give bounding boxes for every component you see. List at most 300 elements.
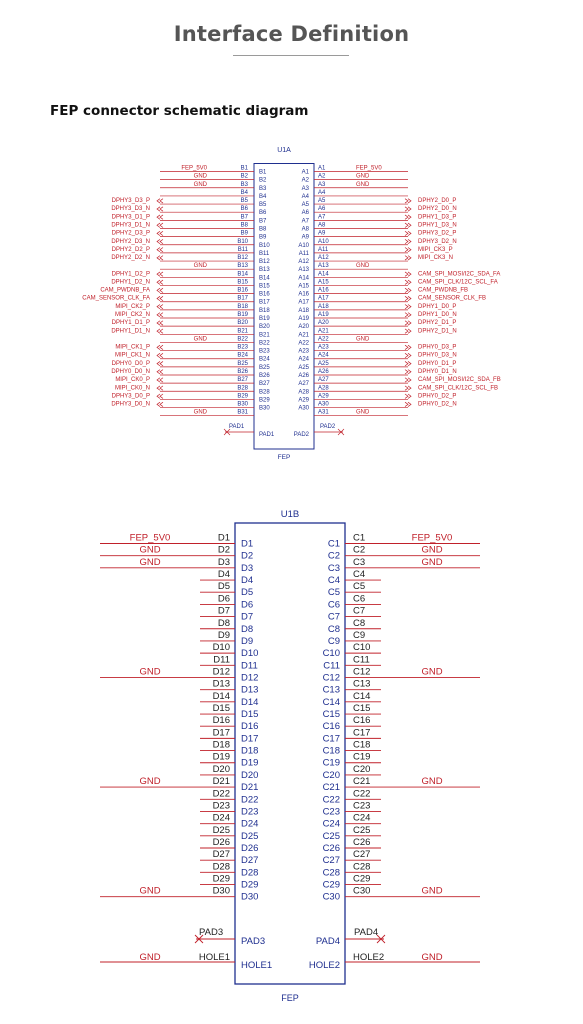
u1b-left-pin-number: D7 — [217, 605, 230, 617]
u1b-inner-left-pin-name: D27 — [241, 855, 259, 867]
u1a-right-pin-number: A7 — [318, 214, 326, 221]
u1a-left-pin-number: B19 — [237, 312, 248, 319]
u1a-inner-left-pin-name: B19 — [259, 316, 270, 323]
u1b-right-pin-number: C23 — [353, 800, 371, 812]
u1a-right-net-label: DPHY0_D2_P — [418, 393, 457, 400]
u1b-left-pin-number: D27 — [212, 849, 230, 861]
u1a-right-port-arrow-icon — [405, 223, 411, 227]
u1a-left-net-label: DPHY1_D2_P — [111, 271, 150, 278]
u1a-left-port-arrow-icon — [157, 386, 163, 390]
u1a-left-net-label: CAM_PWDNB_FA — [100, 287, 150, 294]
u1a-left-pin-number: B26 — [237, 369, 248, 375]
u1a-left-pin-number: B7 — [240, 214, 248, 221]
u1a-right-port-arrow-icon — [405, 207, 411, 211]
u1a-right-net-label: GND — [356, 263, 370, 270]
u1a-right-pin-number: A21 — [318, 328, 329, 335]
u1a-right-port-arrow-icon — [405, 370, 411, 374]
u1a-pad1-name: PAD1 — [259, 432, 275, 438]
u1b-inner-left-pin-name: D19 — [241, 757, 259, 769]
u1a-inner-left-pin-name: B18 — [259, 307, 270, 314]
u1b-right-pin-number: C25 — [353, 824, 371, 836]
u1b-left-pin-number: D5 — [217, 581, 230, 593]
u1a-left-pin-number: B1 — [240, 165, 248, 172]
u1b-right-net-label: GND — [421, 544, 443, 556]
u1b-hole2-name: HOLE2 — [308, 960, 340, 971]
u1b-inner-right-pin-name: C29 — [322, 879, 340, 891]
u1a-inner-left-pin-name: B27 — [259, 381, 270, 388]
u1b-right-pin-number: C19 — [353, 751, 371, 763]
u1b-right-pin-number: C18 — [353, 739, 371, 751]
u1a-right-net-label: CAM_PWDNB_FB — [418, 287, 469, 294]
u1b-inner-left-pin-name: D1 — [241, 538, 254, 550]
u1b-inner-left-pin-name: D15 — [241, 709, 259, 721]
u1a-left-net-label: DPHY2_D3_P — [111, 230, 150, 237]
u1a-left-pin-number: B6 — [240, 206, 248, 213]
u1a-right-pin-number: A26 — [318, 369, 329, 375]
u1b-left-pin-number: D8 — [217, 617, 230, 629]
u1b-left-pin-number: D11 — [213, 654, 230, 666]
u1a-left-port-arrow-icon — [157, 402, 163, 406]
u1b-hole1-net-label: GND — [139, 952, 161, 963]
u1b-inner-left-pin-name: D11 — [241, 660, 258, 672]
u1b-right-pin-number: C7 — [353, 605, 366, 617]
u1b-right-pin-number: C29 — [353, 873, 371, 885]
u1b-inner-right-pin-name: C8 — [327, 623, 340, 635]
u1b-inner-right-pin-name: C14 — [322, 696, 340, 708]
u1a-inner-right-pin-name: A25 — [298, 364, 309, 371]
u1a-left-pin-number: B4 — [240, 189, 248, 196]
u1b-inner-right-pin-name: C24 — [322, 818, 340, 830]
u1a-inner-left-pin-name: B13 — [259, 267, 270, 274]
u1a-left-pin-number: B2 — [240, 173, 248, 180]
u1a-inner-left-pin-name: B14 — [259, 275, 270, 282]
u1b-right-net-label: GND — [421, 776, 443, 788]
u1a-right-port-arrow-icon — [405, 402, 411, 406]
u1a-left-port-arrow-icon — [157, 215, 163, 219]
u1b-left-net-label: FEP_5V0 — [129, 532, 171, 544]
u1a-inner-left-pin-name: B11 — [259, 250, 270, 257]
u1a-left-net-label: DPHY3_D0_N — [111, 401, 150, 408]
u1b-right-pin-number: C3 — [353, 556, 366, 568]
u1a-right-net-label: DPHY2_D1_N — [418, 328, 457, 335]
u1a-right-pin-number: A3 — [318, 181, 326, 188]
u1b-right-pin-number: C12 — [353, 666, 371, 678]
u1b-inner-right-pin-name: C27 — [322, 855, 340, 867]
u1a-left-net-label: DPHY3_D3_P — [111, 198, 150, 205]
u1b-inner-right-pin-name: C1 — [327, 538, 340, 550]
u1a-right-net-label: DPHY0_D3_P — [418, 344, 457, 351]
u1b-inner-right-pin-name: C30 — [322, 891, 340, 903]
u1a-left-port-arrow-icon — [157, 280, 163, 284]
u1b-right-pin-number: C2 — [353, 544, 366, 556]
u1a-inner-right-pin-name: A27 — [298, 381, 309, 388]
u1a-right-port-arrow-icon — [405, 248, 411, 252]
u1a-right-pin-number: A24 — [318, 352, 329, 359]
u1b-hole1-name: HOLE1 — [241, 960, 273, 971]
u1b-inner-left-pin-name: D7 — [241, 611, 254, 623]
u1a-inner-left-pin-name: B26 — [259, 373, 270, 379]
u1a-left-port-arrow-icon — [157, 329, 163, 333]
u1a-right-port-arrow-icon — [405, 239, 411, 243]
u1a-right-net-label: CAM_SPI_CLK/12C_SCL_FA — [418, 279, 498, 286]
u1a-inner-left-pin-name: B4 — [259, 193, 267, 200]
u1a-right-net-label: DPHY1_D3_N — [418, 222, 457, 229]
u1a-left-pin-number: B3 — [240, 181, 248, 188]
u1b-hole1-pin: HOLE1 — [198, 952, 230, 963]
u1b-inner-right-pin-name: C15 — [322, 709, 340, 721]
u1a-right-pin-number: A14 — [318, 271, 329, 278]
u1b-pad4-pin: PAD4 — [354, 927, 379, 938]
u1b-inner-left-pin-name: D3 — [241, 562, 254, 574]
u1a-left-pin-number: B31 — [237, 409, 248, 416]
u1b-right-pin-number: C21 — [353, 776, 371, 788]
u1b-inner-left-pin-name: D26 — [241, 843, 259, 854]
u1a-right-port-arrow-icon — [405, 361, 411, 365]
u1a-left-port-arrow-icon — [157, 256, 163, 260]
u1a-right-port-arrow-icon — [405, 215, 411, 219]
u1b-inner-right-pin-name: C11 — [323, 660, 340, 672]
u1a-inner-right-pin-name: A7 — [301, 218, 309, 225]
u1a-inner-right-pin-name: A23 — [298, 348, 309, 355]
u1a-inner-left-pin-name: B20 — [259, 324, 270, 331]
u1b-right-pin-number: C16 — [353, 715, 371, 727]
u1b-inner-left-pin-name: D12 — [241, 672, 259, 684]
u1a-left-net-label: DPHY2_D3_N — [111, 238, 150, 245]
u1a-inner-left-pin-name: B24 — [259, 356, 270, 363]
u1b-inner-left-pin-name: D23 — [241, 806, 259, 818]
u1b-left-net-label: GND — [139, 776, 161, 788]
u1a-right-pin-number: A31 — [318, 409, 329, 416]
u1a-inner-left-pin-name: B25 — [259, 364, 270, 371]
u1b-right-pin-number: C22 — [353, 788, 371, 800]
u1a-left-pin-number: B29 — [237, 393, 248, 400]
u1b-inner-left-pin-name: D13 — [241, 684, 259, 696]
u1a-right-port-arrow-icon — [405, 321, 411, 325]
u1a-left-net-label: DPHY3_D0_P — [111, 393, 150, 400]
u1b-left-pin-number: D10 — [212, 642, 230, 654]
u1a-left-port-arrow-icon — [157, 239, 163, 243]
u1a-left-port-arrow-icon — [157, 288, 163, 292]
u1a-left-net-label: MIPI_CK0_N — [114, 385, 150, 392]
u1a-left-pin-number: B8 — [240, 222, 248, 229]
u1a-pad1-pin: PAD1 — [229, 424, 245, 430]
u1a-right-port-arrow-icon — [405, 272, 411, 276]
u1a-left-net-label: DPHY3_D3_N — [111, 206, 150, 213]
u1a-right-port-arrow-icon — [405, 296, 411, 300]
u1a-inner-right-pin-name: A20 — [298, 324, 309, 331]
u1a-pad2-name: PAD2 — [293, 432, 309, 438]
u1b-inner-right-pin-name: C26 — [322, 843, 340, 854]
u1a-inner-right-pin-name: A30 — [298, 405, 309, 412]
u1a-left-pin-number: B15 — [237, 279, 248, 286]
u1a-left-net-label: GND — [193, 336, 207, 343]
u1a-right-pin-number: A17 — [318, 295, 329, 302]
u1a-left-net-label: DPHY1_D1_P — [111, 320, 150, 327]
u1b-inner-right-pin-name: C4 — [327, 575, 340, 587]
u1a-inner-right-pin-name: A9 — [301, 234, 309, 241]
u1a-right-port-arrow-icon — [405, 199, 411, 203]
u1b-inner-right-pin-name: C5 — [327, 587, 340, 599]
u1a-inner-right-pin-name: A6 — [301, 210, 309, 217]
u1a-left-pin-number: B24 — [237, 352, 248, 359]
u1a-right-pin-number: A12 — [318, 255, 329, 262]
u1a-right-net-label: DPHY1_D3_P — [418, 214, 457, 221]
u1a-pad2-pin: PAD2 — [320, 424, 336, 430]
u1b-right-pin-number: C26 — [353, 837, 371, 848]
u1b-left-pin-number: D29 — [212, 873, 230, 885]
u1a-left-net-label: DPHY2_D2_N — [111, 255, 150, 262]
u1b-left-pin-number: D3 — [217, 556, 230, 568]
u1a-symbol — [82, 147, 500, 461]
u1a-left-pin-number: B25 — [237, 360, 248, 367]
u1b-inner-right-pin-name: C22 — [322, 794, 340, 806]
u1b-right-pin-number: C14 — [353, 690, 371, 702]
u1a-right-net-label: CAM_SPI_MOSI/I2C_SDA_FB — [418, 377, 501, 384]
u1a-left-pin-number: B22 — [237, 336, 248, 343]
u1a-right-net-label: GND — [356, 336, 370, 343]
u1a-left-pin-number: B20 — [237, 320, 248, 327]
u1a-left-net-label: DPHY1_D1_N — [111, 328, 150, 335]
u1b-left-pin-number: D24 — [212, 812, 230, 824]
u1a-inner-left-pin-name: B30 — [259, 405, 270, 412]
u1a-right-pin-number: A28 — [318, 385, 329, 392]
u1a-left-net-label: CAM_SENSOR_CLK_FA — [82, 295, 150, 302]
u1b-left-pin-number: D12 — [212, 666, 230, 678]
u1b-inner-left-pin-name: D4 — [241, 575, 254, 587]
u1a-right-pin-number: A16 — [318, 287, 329, 294]
u1b-left-pin-number: D25 — [212, 824, 230, 836]
u1b-inner-left-pin-name: D5 — [241, 587, 254, 599]
u1a-right-pin-number: A13 — [318, 263, 329, 270]
u1b-pad3-pin: PAD3 — [199, 927, 224, 938]
u1a-left-port-arrow-icon — [157, 321, 163, 325]
u1a-right-pin-number: A27 — [318, 377, 329, 384]
u1a-inner-right-pin-name: A14 — [298, 275, 309, 282]
u1a-left-pin-number: B11 — [237, 246, 248, 253]
u1a-right-net-label: CAM_SENSOR_CLK_FB — [418, 295, 487, 302]
u1b-right-pin-number: C30 — [353, 885, 371, 897]
u1a-right-pin-number: A2 — [318, 173, 326, 180]
u1b-right-pin-number: C10 — [353, 642, 371, 654]
u1b-inner-left-pin-name: D29 — [241, 879, 259, 891]
u1a-left-port-arrow-icon — [157, 378, 163, 382]
u1b-right-pin-number: C5 — [353, 581, 366, 593]
u1b-left-pin-number: D23 — [212, 800, 230, 812]
u1a-right-pin-number: A10 — [318, 238, 329, 245]
u1a-left-net-label: MIPI_CK0_P — [115, 377, 150, 384]
u1b-inner-right-pin-name: C3 — [327, 562, 340, 574]
u1a-inner-left-pin-name: B2 — [259, 177, 267, 184]
u1b-right-net-label: GND — [421, 885, 443, 897]
u1a-right-pin-number: A22 — [318, 336, 329, 343]
u1b-left-pin-number: D22 — [212, 788, 230, 800]
u1a-inner-left-pin-name: B1 — [259, 169, 267, 176]
u1a-left-net-label: DPHY3_D1_N — [111, 222, 150, 229]
u1b-right-pin-number: C24 — [353, 812, 371, 824]
u1a-left-net-label: FEP_5V0 — [181, 165, 207, 172]
u1a-inner-right-pin-name: A21 — [298, 332, 309, 339]
u1a-left-port-arrow-icon — [157, 313, 163, 317]
u1a-right-net-label: DPHY0_D1_P — [418, 360, 457, 367]
u1b-right-pin-number: C11 — [353, 654, 370, 666]
u1a-right-pin-number: A20 — [318, 320, 329, 327]
u1a-left-net-label: GND — [193, 181, 207, 188]
u1a-right-net-label: GND — [356, 409, 370, 416]
u1b-left-pin-number: D28 — [212, 861, 230, 873]
u1b-inner-right-pin-name: C17 — [322, 733, 340, 745]
u1a-left-port-arrow-icon — [157, 296, 163, 300]
u1a-inner-left-pin-name: B9 — [259, 234, 267, 241]
u1a-left-pin-number: B27 — [237, 377, 248, 384]
u1a-inner-left-pin-name: B3 — [259, 185, 267, 192]
u1a-right-pin-number: A30 — [318, 401, 329, 408]
u1b-inner-left-pin-name: D17 — [241, 733, 259, 745]
u1a-inner-left-pin-name: B21 — [259, 332, 270, 339]
u1a-inner-left-pin-name: B22 — [259, 340, 270, 347]
u1a-inner-right-pin-name: A5 — [301, 202, 309, 209]
u1a-right-port-arrow-icon — [405, 345, 411, 349]
u1b-inner-right-pin-name: C23 — [322, 806, 340, 818]
u1a-right-port-arrow-icon — [405, 280, 411, 284]
u1a-right-net-label: DPHY2_D0_N — [418, 206, 457, 213]
u1b-left-net-label: GND — [139, 556, 161, 568]
u1a-left-net-label: MIPI_CK2_N — [114, 312, 150, 319]
u1a-right-net-label: DPHY1_D0_P — [418, 303, 457, 310]
u1b-left-net-label: GND — [139, 544, 161, 556]
u1a-left-pin-number: B14 — [237, 271, 248, 278]
u1a-right-pin-number: A11 — [318, 246, 329, 253]
u1a-right-port-arrow-icon — [405, 304, 411, 308]
u1a-inner-right-pin-name: A29 — [298, 397, 309, 404]
u1b-hole2-pin: HOLE2 — [353, 952, 385, 963]
u1a-left-net-label: GND — [193, 409, 207, 416]
u1a-left-net-label: DPHY0_D0_N — [111, 369, 150, 375]
u1a-inner-right-pin-name: A1 — [301, 169, 309, 176]
u1a-left-port-arrow-icon — [157, 223, 163, 227]
u1a-inner-left-pin-name: B15 — [259, 283, 270, 290]
page-title: Interface Definition — [173, 22, 410, 46]
u1a-inner-right-pin-name: A16 — [298, 291, 309, 298]
u1b-inner-right-pin-name: C18 — [322, 745, 340, 757]
section-subtitle: FEP connector schematic diagram — [50, 103, 309, 119]
u1a-left-pin-number: B23 — [237, 344, 248, 351]
u1b-pad4-name: PAD4 — [315, 936, 340, 947]
u1a-inner-right-pin-name: A18 — [298, 307, 309, 314]
u1a-right-net-label: DPHY0_D2_N — [418, 401, 457, 408]
u1a-right-net-label: FEP_5V0 — [356, 165, 382, 172]
u1a-inner-right-pin-name: A28 — [298, 389, 309, 396]
u1a-inner-right-pin-name: A4 — [301, 193, 309, 200]
u1a-inner-left-pin-name: B17 — [259, 299, 270, 306]
u1a-right-net-label: GND — [356, 181, 370, 188]
u1b-left-pin-number: D17 — [212, 727, 230, 739]
u1a-left-net-label: DPHY2_D2_P — [111, 246, 150, 253]
u1a-inner-left-pin-name: B6 — [259, 210, 267, 217]
u1b-inner-left-pin-name: D25 — [241, 830, 259, 842]
u1b-inner-left-pin-name: D14 — [241, 696, 259, 708]
u1b-right-pin-number: C15 — [353, 703, 371, 715]
u1b-left-pin-number: D2 — [217, 544, 230, 556]
u1b-right-pin-number: C1 — [353, 532, 366, 544]
u1a-left-net-label: GND — [193, 173, 207, 180]
u1b-left-pin-number: D6 — [217, 593, 230, 605]
u1b-inner-right-pin-name: C7 — [327, 611, 340, 623]
u1a-left-port-arrow-icon — [157, 199, 163, 203]
u1b-left-net-label: GND — [139, 885, 161, 897]
u1b-right-pin-number: C6 — [353, 593, 366, 605]
u1a-ref-label: U1A — [277, 147, 291, 154]
u1a-left-port-arrow-icon — [157, 272, 163, 276]
u1b-inner-left-pin-name: D2 — [241, 550, 254, 562]
u1a-right-pin-number: A19 — [318, 312, 329, 319]
u1b-inner-right-pin-name: C20 — [322, 769, 340, 781]
u1b-left-pin-number: D21 — [212, 776, 230, 788]
u1b-inner-left-pin-name: D21 — [241, 782, 259, 794]
u1b-right-pin-number: C8 — [353, 617, 366, 629]
u1b-inner-right-pin-name: C10 — [322, 648, 340, 660]
u1a-right-net-label: GND — [356, 173, 370, 180]
u1b-inner-right-pin-name: C16 — [322, 721, 340, 733]
u1b-left-pin-number: D19 — [212, 751, 230, 763]
u1b-left-pin-number: D15 — [212, 703, 230, 715]
u1a-right-net-label: DPHY0_D1_N — [418, 369, 457, 375]
u1b-inner-left-pin-name: D8 — [241, 623, 254, 635]
u1b-inner-right-pin-name: C9 — [327, 635, 340, 647]
u1b-symbol — [100, 509, 480, 1003]
u1a-right-pin-number: A23 — [318, 344, 329, 351]
u1b-inner-left-pin-name: D9 — [241, 635, 254, 647]
u1a-left-net-label: MIPI_CK1_N — [114, 352, 150, 359]
u1b-left-pin-number: D13 — [212, 678, 230, 690]
u1b-left-pin-number: D1 — [217, 532, 230, 544]
u1a-inner-left-pin-name: B16 — [259, 291, 270, 298]
u1a-left-port-arrow-icon — [157, 353, 163, 357]
u1b-right-net-label: FEP_5V0 — [411, 532, 453, 544]
u1a-right-net-label: DPHY2_D1_P — [418, 320, 457, 327]
u1a-right-net-label: CAM_SPI_MOSI/I2C_SDA_FA — [418, 271, 501, 278]
u1a-right-net-label: CAM_SPI_CLK/12C_SCL_FB — [418, 385, 499, 392]
u1a-right-pin-number: A9 — [318, 230, 326, 237]
u1b-inner-right-pin-name: C21 — [322, 782, 340, 794]
u1a-name-label: FEP — [277, 454, 291, 461]
u1b-right-net-label: GND — [421, 556, 443, 568]
u1a-right-net-label: MIPI_CK3_P — [418, 246, 453, 253]
u1a-right-pin-number: A4 — [318, 189, 326, 196]
u1b-left-pin-number: D30 — [212, 885, 230, 897]
u1b-inner-right-pin-name: C28 — [322, 867, 340, 879]
u1b-ref-label: U1B — [280, 509, 300, 520]
u1a-right-pin-number: A18 — [318, 303, 329, 310]
u1a-right-port-arrow-icon — [405, 329, 411, 333]
u1a-left-pin-number: B28 — [237, 385, 248, 392]
u1a-inner-right-pin-name: A3 — [301, 185, 309, 192]
u1a-left-pin-number: B10 — [237, 238, 248, 245]
u1b-right-pin-number: C28 — [353, 861, 371, 873]
u1a-right-pin-number: A8 — [318, 222, 326, 229]
u1b-left-pin-number: D16 — [212, 715, 230, 727]
u1a-left-pin-number: B16 — [237, 287, 248, 294]
u1a-left-net-label: GND — [193, 263, 207, 270]
u1a-right-net-label: MIPI_CK3_N — [418, 255, 454, 262]
u1b-right-pin-number: C17 — [353, 727, 371, 739]
u1a-inner-right-pin-name: A8 — [301, 226, 309, 233]
u1b-right-pin-number: C9 — [353, 629, 366, 641]
u1a-left-port-arrow-icon — [157, 207, 163, 211]
u1a-inner-left-pin-name: B5 — [259, 202, 267, 209]
u1b-left-pin-number: D4 — [217, 569, 230, 581]
u1a-inner-left-pin-name: B8 — [259, 226, 267, 233]
u1b-left-pin-number: D20 — [212, 763, 230, 775]
